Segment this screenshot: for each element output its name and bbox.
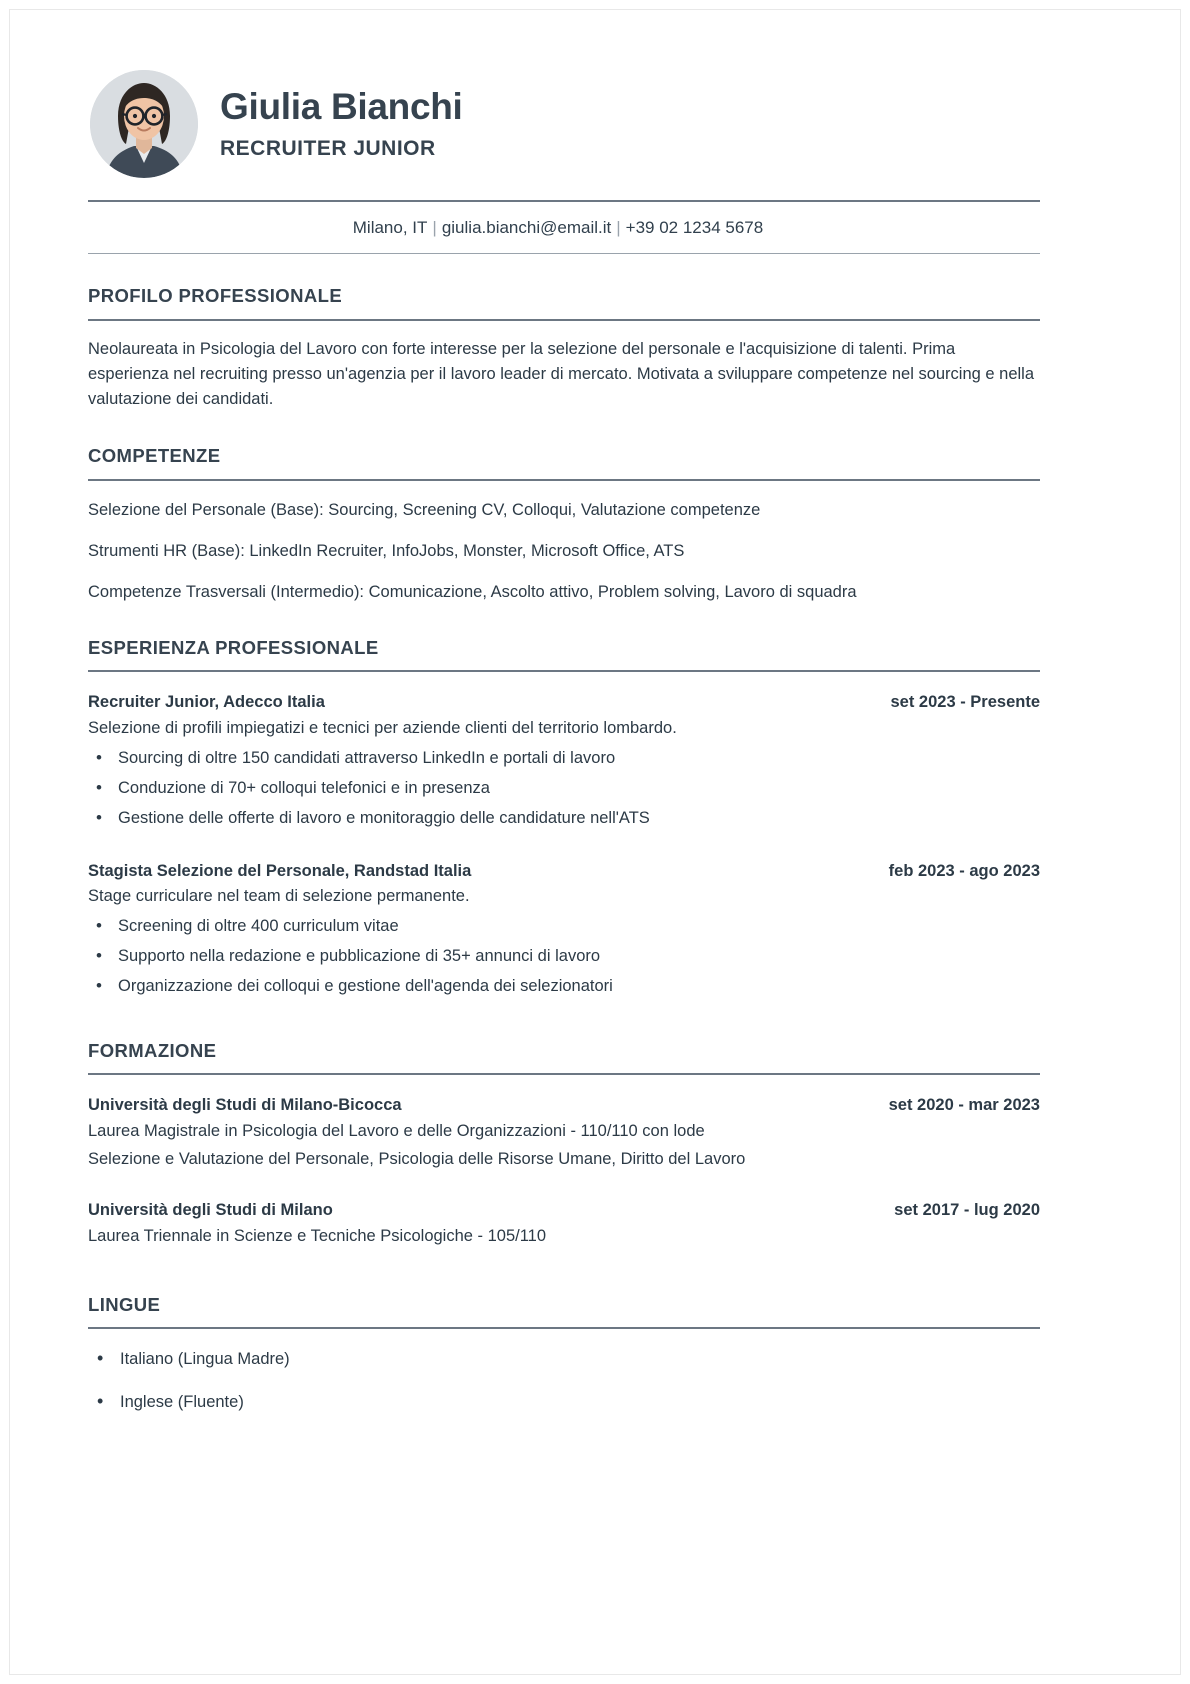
- section-profile: [78, 286, 1038, 412]
- experience-bullet: • Sourcing di oltre 150 candidati attraverso LinkedIn e portali di lavoro: [88, 747, 1040, 771]
- experience-title: Recruiter Junior, Adecco Italia: [88, 693, 325, 712]
- section-title-experience: ESPERIENZA PROFESSIONALE: [88, 637, 379, 659]
- avatar-photo-icon: [90, 70, 198, 178]
- language-item: • Italiano (Lingua Madre): [88, 1348, 1038, 1371]
- experience-entry: [88, 861, 1040, 999]
- languages-list: [88, 1348, 1038, 1413]
- resume-content: [78, 70, 1038, 1414]
- contact-separator-1: |: [432, 218, 437, 237]
- education-degree: Laurea Triennale in Scienze e Tecniche Psicologiche - 105/110: [88, 1227, 547, 1246]
- contact-email[interactable]: giulia.bianchi@email.it: [441, 218, 612, 237]
- education-school: Università degli Studi di Milano: [88, 1200, 333, 1219]
- section-education: [78, 1041, 1038, 1249]
- resume-header: [78, 70, 1038, 178]
- contact-line: [78, 202, 1038, 253]
- experience-bullet: • Organizzazione dei colloqui e gestione dell'agenda dei selezionatori: [88, 975, 1040, 999]
- experience-bullet: • Gestione delle offerte di lavoro e monitoraggio delle candidature nell'ATS: [88, 807, 1040, 831]
- experience-bullet: • Conduzione di 70+ colloqui telefonici e in presenza: [88, 777, 1040, 801]
- education-date: set 2020 - mar 2023: [888, 1096, 1040, 1114]
- education-courses: Selezione e Valutazione del Personale, Psicologia delle Risorse Umane, Diritto del Lavoro: [88, 1150, 746, 1169]
- contact-divider: [88, 253, 1040, 254]
- experience-bullet: • Screening di oltre 400 curriculum vitae: [88, 915, 1040, 939]
- contact-phone[interactable]: +39 02 1234 5678: [625, 218, 764, 237]
- skill-line: Selezione del Personale (Base): Sourcing, Screening CV, Colloqui, Valutazione competenze: [88, 500, 761, 519]
- experience-date: set 2023 - Presente: [890, 693, 1040, 712]
- education-entry: [88, 1095, 1040, 1172]
- experience-summary: Selezione di profili impiegatizi e tecnici per aziende clienti del territorio lombardo.: [88, 718, 677, 737]
- contact-separator-2: |: [616, 218, 621, 237]
- profile-text: Neolaureata in Psicologia del Lavoro con forte interesse per la selezione del personale e l'acquisizione di talenti. Prima esperienza nel recruiting presso un'agenzia per il lavoro leader di mercato. Motivata a sviluppare competenze nel sourcing e nella valutazione dei candidati.: [88, 339, 1035, 409]
- education-school: Università degli Studi di Milano-Bicocca: [88, 1096, 402, 1114]
- education-entry-head: [88, 1095, 1040, 1116]
- experience-title: Stagista Selezione del Personale, Randstad Italia: [88, 861, 472, 880]
- experience-summary: Stage curriculare nel team di selezione permanente.: [88, 886, 470, 905]
- resume-sheet: [10, 10, 1180, 1674]
- section-title-education: FORMAZIONE: [88, 1039, 217, 1061]
- section-rule-education: [88, 1073, 1040, 1075]
- section-languages: [78, 1295, 1038, 1414]
- section-title-skills: COMPETENZE: [88, 445, 221, 467]
- education-date: set 2017 - lug 2020: [894, 1200, 1040, 1219]
- experience-bullet: • Supporto nella redazione e pubblicazione di 35+ annunci di lavoro: [88, 945, 1040, 969]
- contact-location: Milano, IT: [352, 218, 428, 237]
- header-text: [220, 86, 463, 163]
- education-entry: [88, 1200, 1040, 1249]
- section-rule-languages: [88, 1327, 1040, 1329]
- experience-entry-head: [88, 861, 1040, 882]
- section-title-languages: LINGUE: [88, 1294, 161, 1316]
- avatar: [90, 70, 198, 178]
- education-degree: Laurea Magistrale in Psicologia del Lavoro e delle Organizzazioni - 110/110 con lode: [88, 1122, 705, 1141]
- skill-line: Strumenti HR (Base): LinkedIn Recruiter, InfoJobs, Monster, Microsoft Office, ATS: [88, 541, 685, 560]
- experience-entry: [88, 692, 1040, 830]
- experience-date: feb 2023 - ago 2023: [888, 861, 1040, 880]
- skill-line: Competenze Trasversali (Intermedio): Comunicazione, Ascolto attivo, Problem solving, Lavoro di squadra: [88, 582, 857, 601]
- section-skills: [78, 446, 1038, 604]
- language-item: • Inglese (Fluente): [88, 1391, 1038, 1414]
- experience-bullets: [88, 747, 1040, 831]
- experience-bullets: [88, 915, 1040, 999]
- section-experience: [78, 638, 1038, 999]
- experience-entry-head: [88, 692, 1040, 713]
- education-entry-head: [88, 1200, 1040, 1221]
- section-rule-profile: [88, 319, 1040, 321]
- candidate-role: RECRUITER JUNIOR: [220, 137, 436, 161]
- section-title-profile: PROFILO PROFESSIONALE: [88, 285, 343, 307]
- section-rule-skills: [88, 479, 1040, 481]
- candidate-name: Giulia Bianchi: [220, 85, 463, 127]
- section-rule-experience: [88, 670, 1040, 672]
